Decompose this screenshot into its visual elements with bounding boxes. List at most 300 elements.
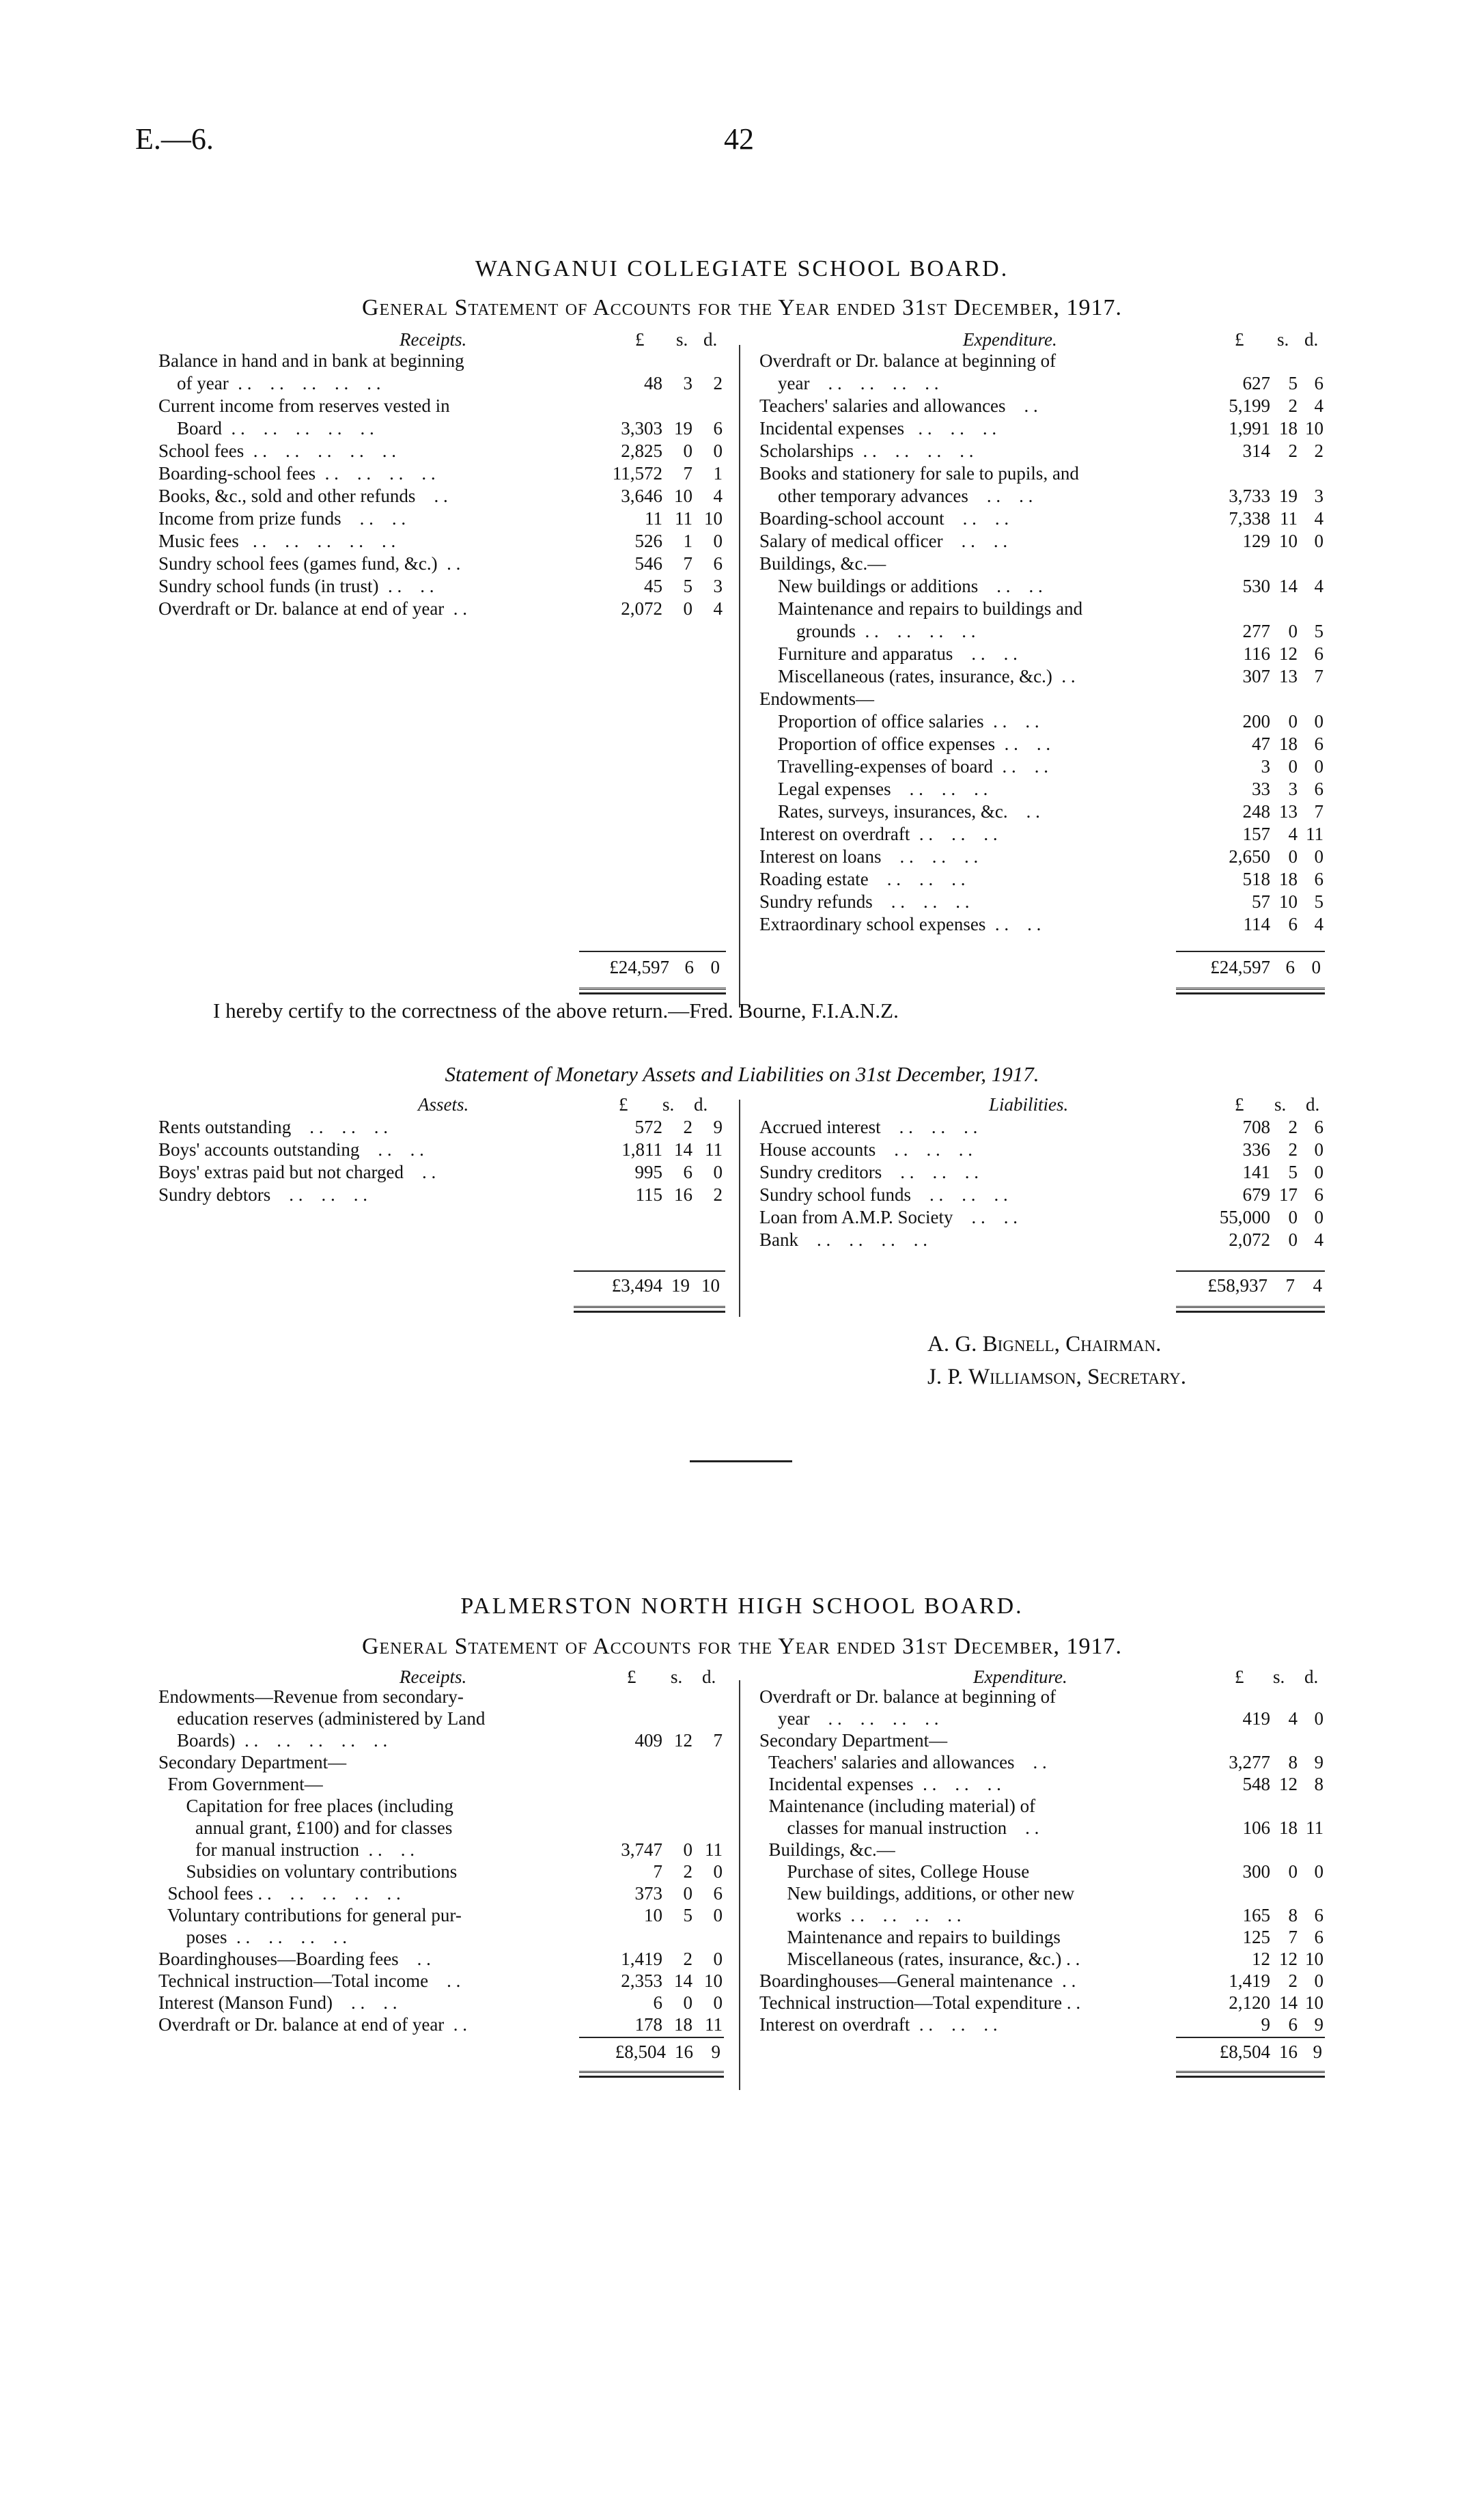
palmerston-exp-total-shillings: 16 <box>1279 2042 1298 2062</box>
wanganui-expenditure-row-shillings: 2 <box>1288 441 1298 461</box>
wanganui-expenditure-row-pounds: 277 <box>1242 621 1270 641</box>
wanganui-asset-row-pounds: 995 <box>634 1162 662 1182</box>
wanganui-expenditure-row-shillings <box>1270 350 1298 372</box>
wanganui-expenditure-row-shillings: 10 <box>1279 531 1298 551</box>
palmerston-receipt-row-pounds: 2,353 <box>621 1970 662 1991</box>
palmerston-receipts-pound-head: £ <box>627 1667 636 1687</box>
palmerston-expenditure-row-pence: 9 <box>1314 2014 1324 2035</box>
wanganui-expenditure-row-pounds <box>1147 553 1270 574</box>
wanganui-expenditure-row-pounds: 47 <box>1252 734 1270 754</box>
wanganui-expenditure-row-label: New buildings or additions . . . . <box>759 576 1043 596</box>
palmerston-receipts-total-pence: 9 <box>711 2042 720 2062</box>
wanganui-expenditure-row-label: Legal expenses . . . . . . <box>759 779 988 799</box>
palmerston-receipt-row-pence <box>692 1795 723 1817</box>
wanganui-statement-divider <box>739 1100 740 1317</box>
wanganui-expenditure-row-pence <box>1298 598 1324 619</box>
wanganui-asset-row-label: Boys' accounts outstanding . . . . <box>158 1139 424 1160</box>
palmerston-receipt-row-pounds <box>546 1817 662 1839</box>
palmerston-expenditure-row-shillings <box>1270 1729 1298 1751</box>
palmerston-expenditure-row-label: Buildings, &c.— <box>759 1839 895 1860</box>
palmerston-expenditure-row-pounds: 9 <box>1261 2014 1270 2035</box>
palmerston-expenditure-row-pounds: 1,419 <box>1229 1970 1270 1991</box>
wanganui-liability-row-pence: 6 <box>1314 1117 1324 1137</box>
palmerston-expenditure-row-pounds: 300 <box>1242 1861 1270 1882</box>
palmerston-expenditure-row-pence: 0 <box>1314 1970 1324 1991</box>
wanganui-receipt-row-pence: 1 <box>713 463 723 484</box>
wanganui-asset-row-pounds: 115 <box>635 1184 662 1205</box>
wanganui-receipt-row-label: Current income from reserves vested in <box>158 395 450 416</box>
wanganui-liability-row-pounds: 708 <box>1242 1117 1270 1137</box>
wanganui-liab-pound-head: £ <box>1235 1094 1244 1115</box>
palmerston-receipts-heading: Receipts. <box>400 1667 467 1687</box>
palmerston-expenditure-row-label: works . . . . . . . . <box>759 1905 962 1925</box>
section-separator <box>690 1460 792 1462</box>
wanganui-expenditure-row-pence: 0 <box>1314 756 1324 777</box>
palmerston-subtitle: General Statement of Accounts for the Year ended 31st December, 1917. <box>361 1634 1123 1659</box>
wanganui-assets-heading: Assets. <box>418 1094 469 1115</box>
palmerston-receipts-double-rule <box>579 2071 724 2078</box>
wanganui-receipt-row-pence: 6 <box>713 553 723 574</box>
palmerston-expenditure-row-pence: 6 <box>1314 1905 1324 1925</box>
wanganui-expenditure-row-shillings: 11 <box>1280 508 1298 529</box>
wanganui-expenditure-row-label: Books and stationery for sale to pupils, and <box>759 463 1079 484</box>
wanganui-expenditure-row-shillings: 5 <box>1288 373 1298 393</box>
palmerston-receipt-row-pounds: 6 <box>653 1992 662 2013</box>
wanganui-expenditure-row-pounds: 114 <box>1243 914 1270 934</box>
palmerston-receipt-row-pounds <box>546 1926 662 1948</box>
wanganui-expenditure-row-pence: 4 <box>1314 914 1324 934</box>
wanganui-certification: I hereby certify to the correctness of the above return.—Fred. Bourne, F.I.A.N.Z. <box>213 999 899 1022</box>
wanganui-expenditure-row-pounds: 1,991 <box>1229 418 1270 438</box>
wanganui-expenditure-row-pounds <box>1147 598 1270 619</box>
palmerston-receipt-row-shillings: 14 <box>674 1970 692 1991</box>
wanganui-liab-total-pounds: £58,937 <box>1207 1275 1268 1296</box>
wanganui-receipt-row-label: Music fees . . . . . . . . . . <box>158 531 396 551</box>
palmerston-receipt-row-pence: 10 <box>704 1970 723 1991</box>
wanganui-expenditure-row-pounds: 200 <box>1242 711 1270 732</box>
wanganui-title: WANGANUI COLLEGIATE SCHOOL BOARD. <box>475 256 1009 281</box>
wanganui-expenditure-row-shillings: 18 <box>1279 869 1298 889</box>
palmerston-receipt-row-pounds <box>546 1686 662 1708</box>
wanganui-receipt-row-shillings: 7 <box>683 463 692 484</box>
palmerston-expenditure-row-shillings: 8 <box>1288 1905 1298 1925</box>
palmerston-receipt-row-pounds <box>546 1751 662 1773</box>
palmerston-expenditure-row-shillings: 12 <box>1279 1774 1298 1794</box>
palmerston-receipt-row-shillings: 18 <box>674 2014 692 2035</box>
palmerston-exp-pound-head: £ <box>1235 1667 1244 1687</box>
palmerston-title: PALMERSTON NORTH HIGH SCHOOL BOARD. <box>460 1593 1024 1619</box>
wanganui-expenditure-heading: Expenditure. <box>963 329 1057 350</box>
wanganui-expenditure-row-label: Scholarships . . . . . . . . <box>759 441 974 461</box>
wanganui-receipt-row-pence: 2 <box>713 373 723 393</box>
palmerston-receipt-row-pounds: 7 <box>653 1861 662 1882</box>
palmerston-receipts-d-head: d. <box>702 1667 716 1687</box>
wanganui-expenditure-row-pounds: 5,199 <box>1229 395 1270 416</box>
palmerston-receipt-row-label: School fees . . . . . . . . . . <box>158 1883 401 1904</box>
wanganui-liab-total-rule <box>1176 1270 1325 1272</box>
wanganui-chairman-signature: A. G. Bignell, Chairman. <box>927 1332 1162 1356</box>
wanganui-receipt-row-pounds <box>546 395 662 417</box>
wanganui-statement-title: Statement of Monetary Assets and Liabilities on 31st December, 1917. <box>445 1062 1039 1086</box>
palmerston-expenditure-heading: Expenditure. <box>973 1667 1067 1687</box>
wanganui-liabilities-heading: Liabilities. <box>989 1094 1069 1115</box>
wanganui-exp-d-head: d. <box>1304 329 1319 350</box>
palmerston-receipt-row-shillings: 2 <box>683 1949 692 1969</box>
palmerston-expenditure-row-label: Maintenance (including material) of <box>759 1796 1036 1816</box>
palmerston-expenditure-row-pounds <box>1147 1882 1270 1904</box>
palmerston-receipt-row-label: Boardinghouses—Boarding fees . . <box>158 1949 431 1969</box>
wanganui-assets-s-head: s. <box>662 1094 675 1115</box>
wanganui-expenditure-row-shillings: 0 <box>1288 621 1298 641</box>
palmerston-receipt-row-pence <box>692 1751 723 1773</box>
palmerston-receipt-row-pence <box>692 1708 723 1729</box>
palmerston-exp-s-head: s. <box>1273 1667 1285 1687</box>
wanganui-liability-row-label: Loan from A.M.P. Society . . . . <box>759 1207 1018 1227</box>
palmerston-exp-double-rule <box>1176 2071 1325 2078</box>
wanganui-receipt-row-pence <box>692 395 723 417</box>
wanganui-expenditure-row-pence: 4 <box>1314 576 1324 596</box>
wanganui-expenditure-row-pence: 0 <box>1314 711 1324 732</box>
wanganui-expenditure-row-shillings: 6 <box>1288 914 1298 934</box>
wanganui-expenditure-row-pence <box>1298 350 1324 372</box>
wanganui-expenditure-row-label: Miscellaneous (rates, insurance, &c.) . . <box>759 666 1076 686</box>
page-number: 42 <box>724 122 754 156</box>
wanganui-expenditure-row-pence: 7 <box>1314 801 1324 822</box>
palmerston-expenditure-row-shillings: 0 <box>1288 1861 1298 1882</box>
wanganui-receipt-row-shillings: 11 <box>675 508 692 529</box>
wanganui-asset-row-label: Sundry debtors . . . . . . <box>158 1184 367 1205</box>
palmerston-receipt-row-pounds: 1,419 <box>621 1949 662 1969</box>
wanganui-liability-row-pounds: 679 <box>1242 1184 1270 1205</box>
wanganui-expenditure-row-shillings: 18 <box>1279 418 1298 438</box>
wanganui-expenditure-row-shillings: 0 <box>1288 711 1298 732</box>
wanganui-receipt-row-shillings: 19 <box>674 418 692 438</box>
wanganui-expenditure-row-label: Maintenance and repairs to buildings and <box>759 598 1083 619</box>
palmerston-receipt-row-label: annual grant, £100) and for classes <box>158 1817 453 1838</box>
wanganui-receipt-row-pounds: 3,303 <box>621 418 662 438</box>
palmerston-receipt-row-label: Capitation for free places (including <box>158 1796 453 1816</box>
palmerston-expenditure-row-shillings: 8 <box>1288 1752 1298 1772</box>
palmerston-column-divider <box>739 1680 740 2090</box>
palmerston-receipt-row-label: education reserves (administered by Land <box>158 1708 486 1729</box>
wanganui-receipt-row-label: Books, &c., sold and other refunds . . <box>158 486 448 506</box>
wanganui-asset-row-shillings: 2 <box>683 1117 692 1137</box>
palmerston-expenditure-row-shillings <box>1270 1839 1298 1861</box>
wanganui-exp-double-rule <box>1176 988 1325 994</box>
palmerston-expenditure-row-pence <box>1298 1686 1324 1708</box>
palmerston-expenditure-row-pounds <box>1147 1795 1270 1817</box>
palmerston-expenditure-row-pounds: 125 <box>1242 1927 1270 1947</box>
palmerston-receipt-row-pounds: 373 <box>634 1883 662 1904</box>
wanganui-liability-row-label: Accrued interest . . . . . . <box>759 1117 978 1137</box>
palmerston-receipt-row-shillings: 2 <box>683 1861 692 1882</box>
wanganui-expenditure-row-pounds: 518 <box>1242 869 1270 889</box>
palmerston-receipt-row-shillings <box>662 1795 692 1817</box>
wanganui-receipt-row-label: of year . . . . . . . . . . <box>158 373 381 393</box>
wanganui-expenditure-row-pounds: 307 <box>1242 666 1270 686</box>
palmerston-expenditure-row-label: Boardinghouses—General maintenance . . <box>759 1970 1076 1991</box>
wanganui-liability-row-pence: 0 <box>1314 1139 1324 1160</box>
wanganui-assets-total-rule <box>574 1270 725 1272</box>
palmerston-expenditure-row-pence: 0 <box>1314 1861 1324 1882</box>
wanganui-liability-row-label: Bank . . . . . . . . <box>759 1229 927 1250</box>
palmerston-receipt-row-label: poses . . . . . . . . <box>158 1927 347 1947</box>
palmerston-exp-total-rule <box>1176 2037 1325 2038</box>
wanganui-expenditure-row-pence: 10 <box>1305 418 1324 438</box>
palmerston-expenditure-row-pence <box>1298 1839 1324 1861</box>
wanganui-expenditure-row-pence <box>1298 688 1324 710</box>
wanganui-asset-row-shillings: 14 <box>674 1139 692 1160</box>
wanganui-expenditure-row-shillings <box>1270 462 1298 484</box>
palmerston-expenditure-row-pounds: 419 <box>1242 1708 1270 1729</box>
wanganui-expenditure-row-pence: 6 <box>1314 373 1324 393</box>
palmerston-expenditure-row-pence <box>1298 1729 1324 1751</box>
wanganui-receipt-row-shillings: 0 <box>683 598 692 619</box>
palmerston-expenditure-row-label: Secondary Department— <box>759 1730 948 1751</box>
wanganui-expenditure-row-label: Sundry refunds . . . . . . <box>759 891 970 912</box>
wanganui-liability-row-pence: 0 <box>1314 1207 1324 1227</box>
wanganui-receipts-total-pounds: £24,597 <box>609 957 669 977</box>
palmerston-receipt-row-shillings: 5 <box>683 1905 692 1925</box>
wanganui-expenditure-row-pence <box>1298 462 1324 484</box>
palmerston-receipt-row-shillings: 0 <box>683 1839 692 1860</box>
wanganui-receipt-row-label: Income from prize funds . . . . <box>158 508 406 529</box>
wanganui-expenditure-row-pence: 11 <box>1306 824 1324 844</box>
wanganui-expenditure-row-pounds: 627 <box>1242 373 1270 393</box>
wanganui-receipt-row-shillings: 0 <box>683 441 692 461</box>
palmerston-receipt-row-pounds: 178 <box>634 2014 662 2035</box>
wanganui-column-divider <box>739 345 740 1007</box>
wanganui-receipt-row-pounds: 546 <box>634 553 662 574</box>
palmerston-receipts-total-rule <box>579 2037 724 2038</box>
wanganui-asset-row-shillings: 6 <box>683 1162 692 1182</box>
wanganui-expenditure-row-pounds: 530 <box>1242 576 1270 596</box>
palmerston-expenditure-row-label: Incidental expenses . . . . . . <box>759 1774 1001 1794</box>
palmerston-expenditure-row-pounds: 548 <box>1242 1774 1270 1794</box>
palmerston-receipt-row-label: Overdraft or Dr. balance at end of year . . <box>158 2014 468 2035</box>
palmerston-expenditure-row-shillings: 18 <box>1279 1817 1298 1838</box>
palmerston-receipt-row-label: Boards) . . . . . . . . . . <box>158 1730 388 1751</box>
wanganui-exp-total-shillings: 6 <box>1285 957 1295 977</box>
palmerston-expenditure-row-shillings: 2 <box>1288 1970 1298 1991</box>
wanganui-receipt-row-pounds: 526 <box>634 531 662 551</box>
wanganui-expenditure-row-pounds: 248 <box>1242 801 1270 822</box>
palmerston-receipt-row-label: From Government— <box>158 1774 323 1794</box>
wanganui-expenditure-row-pounds <box>1147 350 1270 372</box>
wanganui-liability-row-shillings: 2 <box>1288 1139 1298 1160</box>
wanganui-expenditure-row-pounds <box>1147 688 1270 710</box>
wanganui-asset-row-pounds: 1,811 <box>621 1139 662 1160</box>
palmerston-expenditure-row-label: Miscellaneous (rates, insurance, &c.) . . <box>759 1949 1080 1969</box>
palmerston-expenditure-row-shillings: 12 <box>1279 1949 1298 1969</box>
palmerston-expenditure-row-pence: 11 <box>1306 1817 1324 1838</box>
palmerston-expenditure-row-pounds: 106 <box>1242 1817 1270 1838</box>
palmerston-expenditure-row-label: year . . . . . . . . <box>759 1708 939 1729</box>
wanganui-receipt-row-shillings: 5 <box>683 576 692 596</box>
wanganui-receipt-row-pence <box>692 350 723 372</box>
palmerston-receipt-row-pounds: 409 <box>634 1730 662 1751</box>
palmerston-receipt-row-pence: 11 <box>705 1839 723 1860</box>
wanganui-expenditure-row-label: grounds . . . . . . . . <box>759 621 976 641</box>
wanganui-receipt-row-pounds: 48 <box>644 373 662 393</box>
wanganui-expenditure-row-pounds: 3,733 <box>1229 486 1270 506</box>
palmerston-expenditure-row-label: Technical instruction—Total expenditure . . <box>759 1992 1081 2013</box>
wanganui-expenditure-row-pounds: 2,650 <box>1229 846 1270 867</box>
palmerston-expenditure-row-pence: 0 <box>1314 1708 1324 1729</box>
wanganui-expenditure-row-shillings: 4 <box>1288 824 1298 844</box>
wanganui-expenditure-row-pence: 6 <box>1314 643 1324 664</box>
wanganui-expenditure-row-label: Teachers' salaries and allowances . . <box>759 395 1038 416</box>
wanganui-liability-row-label: Sundry school funds . . . . . . <box>759 1184 1008 1205</box>
palmerston-expenditure-row-label: Teachers' salaries and allowances . . <box>759 1752 1047 1772</box>
wanganui-expenditure-row-label: Incidental expenses . . . . . . <box>759 418 997 438</box>
wanganui-expenditure-row-pence: 7 <box>1314 666 1324 686</box>
wanganui-expenditure-row-pounds: 314 <box>1242 441 1270 461</box>
wanganui-receipt-row-pounds: 2,072 <box>621 598 662 619</box>
palmerston-receipts-total-pounds: £8,504 <box>615 2042 666 2062</box>
wanganui-receipt-row-shillings <box>662 350 692 372</box>
wanganui-asset-row-label: Rents outstanding . . . . . . <box>158 1117 388 1137</box>
wanganui-receipt-row-shillings <box>662 395 692 417</box>
palmerston-expenditure-row-shillings <box>1270 1686 1298 1708</box>
wanganui-exp-total-rule <box>1176 951 1325 952</box>
wanganui-receipts-heading: Receipts. <box>400 329 467 350</box>
wanganui-asset-row-pence: 0 <box>713 1162 723 1182</box>
wanganui-receipt-row-pounds: 11,572 <box>612 463 662 484</box>
wanganui-liability-row-shillings: 0 <box>1288 1207 1298 1227</box>
palmerston-receipt-row-shillings: 12 <box>674 1730 692 1751</box>
palmerston-receipt-row-shillings <box>662 1751 692 1773</box>
wanganui-expenditure-row-label: Extraordinary school expenses . . . . <box>759 914 1041 934</box>
palmerston-expenditure-row-label: Maintenance and repairs to buildings <box>759 1927 1061 1947</box>
wanganui-expenditure-row-label: other temporary advances . . . . <box>759 486 1033 506</box>
wanganui-expenditure-row-shillings: 18 <box>1279 734 1298 754</box>
wanganui-expenditure-row-label: Salary of medical officer . . . . <box>759 531 1008 551</box>
wanganui-expenditure-row-pounds <box>1147 462 1270 484</box>
wanganui-asset-row-pounds: 572 <box>634 1117 662 1137</box>
wanganui-receipt-row-label: Board . . . . . . . . . . <box>158 418 374 438</box>
wanganui-liability-row-shillings: 0 <box>1288 1229 1298 1250</box>
wanganui-expenditure-row-label: Proportion of office expenses . . . . <box>759 734 1051 754</box>
palmerston-expenditure-row-pence <box>1298 1795 1324 1817</box>
wanganui-expenditure-row-label: Rates, surveys, insurances, &c. . . <box>759 801 1040 822</box>
palmerston-expenditure-row-pounds <box>1147 1729 1270 1751</box>
wanganui-expenditure-row-pounds: 129 <box>1242 531 1270 551</box>
wanganui-expenditure-row-pence: 5 <box>1314 891 1324 912</box>
wanganui-expenditure-row-label: Overdraft or Dr. balance at beginning of <box>759 350 1056 371</box>
wanganui-receipt-row-pence: 0 <box>713 441 723 461</box>
palmerston-expenditure-row-pence <box>1298 1882 1324 1904</box>
palmerston-receipt-row-pence: 0 <box>713 1861 723 1882</box>
wanganui-liability-row-shillings: 2 <box>1288 1117 1298 1137</box>
wanganui-expenditure-row-label: Travelling-expenses of board . . . . <box>759 756 1048 777</box>
palmerston-receipt-row-shillings <box>662 1926 692 1948</box>
palmerston-expenditure-row-pounds: 3,277 <box>1229 1752 1270 1772</box>
palmerston-expenditure-row-pounds: 165 <box>1242 1905 1270 1925</box>
wanganui-secretary-signature: J. P. Williamson, Secretary. <box>927 1365 1186 1389</box>
wanganui-expenditure-row-label: Furniture and apparatus . . . . <box>759 643 1018 664</box>
palmerston-receipt-row-pounds <box>546 1773 662 1795</box>
palmerston-receipt-row-pence: 6 <box>713 1883 723 1904</box>
wanganui-receipt-row-pounds: 3,646 <box>621 486 662 506</box>
palmerston-receipt-row-label: Technical instruction—Total income . . <box>158 1970 461 1991</box>
palmerston-receipt-row-pence: 11 <box>705 2014 723 2035</box>
wanganui-expenditure-row-label: Buildings, &c.— <box>759 553 886 574</box>
wanganui-expenditure-row-pence: 5 <box>1314 621 1324 641</box>
palmerston-receipt-row-pence: 0 <box>713 1949 723 1969</box>
palmerston-expenditure-row-pence: 10 <box>1305 1949 1324 1969</box>
wanganui-exp-s-head: s. <box>1277 329 1289 350</box>
wanganui-asset-row-pence: 11 <box>705 1139 723 1160</box>
wanganui-expenditure-row-pounds: 157 <box>1242 824 1270 844</box>
wanganui-expenditure-row-shillings: 3 <box>1288 779 1298 799</box>
wanganui-expenditure-row-pence: 6 <box>1314 869 1324 889</box>
palmerston-receipt-row-shillings <box>662 1708 692 1729</box>
wanganui-expenditure-row-shillings: 0 <box>1288 756 1298 777</box>
wanganui-receipt-row-label: Balance in hand and in bank at beginning <box>158 350 464 371</box>
palmerston-expenditure-row-pence: 8 <box>1314 1774 1324 1794</box>
wanganui-expenditure-row-label: Roading estate . . . . . . <box>759 869 966 889</box>
wanganui-expenditure-row-shillings: 19 <box>1279 486 1298 506</box>
palmerston-expenditure-row-label: Purchase of sites, College House <box>759 1861 1030 1882</box>
palmerston-receipt-row-label: Interest (Manson Fund) . . . . <box>158 1992 397 2013</box>
palmerston-expenditure-row-shillings: 4 <box>1288 1708 1298 1729</box>
wanganui-exp-pound-head: £ <box>1235 329 1244 350</box>
wanganui-expenditure-row-shillings <box>1270 598 1298 619</box>
wanganui-exp-total-pence: 0 <box>1311 957 1321 977</box>
wanganui-expenditure-row-shillings: 14 <box>1279 576 1298 596</box>
palmerston-expenditure-row-label: classes for manual instruction . . <box>759 1817 1039 1838</box>
wanganui-asset-row-pence: 2 <box>713 1184 723 1205</box>
wanganui-liability-row-label: Sundry creditors . . . . . . <box>759 1162 979 1182</box>
document-code: E.—6. <box>135 122 214 156</box>
wanganui-receipt-row-label: School fees . . . . . . . . . . <box>158 441 396 461</box>
palmerston-receipt-row-pence <box>692 1926 723 1948</box>
wanganui-liab-total-shillings: 7 <box>1285 1275 1295 1296</box>
wanganui-receipt-row-pounds: 11 <box>645 508 662 529</box>
wanganui-liab-total-pence: 4 <box>1313 1275 1322 1296</box>
palmerston-receipt-row-pence: 7 <box>713 1730 723 1751</box>
palmerston-expenditure-row-shillings: 14 <box>1279 1992 1298 2013</box>
wanganui-receipts-double-rule <box>579 988 726 994</box>
palmerston-receipt-row-pounds: 3,747 <box>621 1839 662 1860</box>
palmerston-receipt-row-pence: 0 <box>713 1905 723 1925</box>
wanganui-receipt-row-pounds: 45 <box>644 576 662 596</box>
wanganui-receipt-row-shillings: 10 <box>674 486 692 506</box>
palmerston-expenditure-row-shillings: 7 <box>1288 1927 1298 1947</box>
palmerston-receipts-s-head: s. <box>671 1667 683 1687</box>
wanganui-expenditure-row-label: Boarding-school account . . . . <box>759 508 1009 529</box>
wanganui-receipt-row-label: Sundry school fees (games fund, &c.) . . <box>158 553 461 574</box>
wanganui-receipt-row-pence: 4 <box>713 598 723 619</box>
wanganui-liability-row-pence: 4 <box>1314 1229 1324 1250</box>
palmerston-expenditure-row-pounds: 12 <box>1252 1949 1270 1969</box>
wanganui-liability-row-pounds: 141 <box>1242 1162 1270 1182</box>
wanganui-expenditure-row-pounds: 33 <box>1252 779 1270 799</box>
wanganui-receipt-row-pence: 4 <box>713 486 723 506</box>
wanganui-assets-pound-head: £ <box>619 1094 628 1115</box>
palmerston-receipt-row-shillings <box>662 1817 692 1839</box>
wanganui-expenditure-row-shillings: 13 <box>1279 801 1298 822</box>
palmerston-receipt-row-shillings <box>662 1686 692 1708</box>
wanganui-liab-s-head: s. <box>1274 1094 1287 1115</box>
palmerston-receipt-row-shillings: 0 <box>683 1883 692 1904</box>
wanganui-receipts-total-shillings: 6 <box>684 957 694 977</box>
palmerston-expenditure-row-pounds <box>1147 1839 1270 1861</box>
wanganui-expenditure-row-pounds: 57 <box>1252 891 1270 912</box>
wanganui-receipts-s-head: s. <box>676 329 688 350</box>
wanganui-liab-d-head: d. <box>1306 1094 1320 1115</box>
